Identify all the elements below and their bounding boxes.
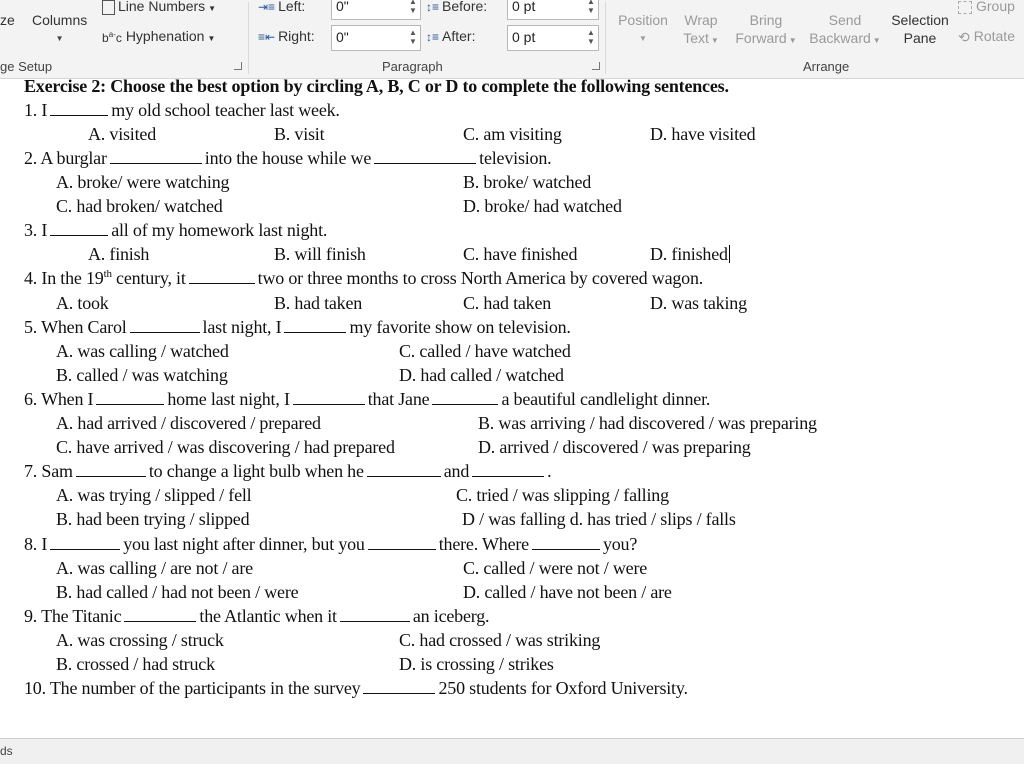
answer-blank — [76, 475, 146, 477]
indent-left-input[interactable]: 0" ▲ ▼ — [331, 0, 421, 20]
option-9d: D. is crossing / strikes — [399, 654, 554, 674]
group-icon — [958, 1, 972, 14]
option-7b: B. had been trying / slipped — [56, 509, 250, 529]
status-word-count[interactable]: ds — [0, 744, 13, 758]
wrap-text-button[interactable]: Wrap Text ▼ — [683, 12, 719, 46]
paragraph-launcher-icon[interactable] — [592, 62, 600, 70]
answer-blank — [130, 331, 200, 333]
question-8: 8. I you last night after dinner, but you there. Where you? — [24, 534, 638, 554]
hyphenation-label: Hyphenation — [125, 28, 205, 44]
option-5a: A. was calling / watched — [56, 341, 229, 361]
option-4c: C. had taken — [463, 293, 552, 313]
spinner-arrows-icon[interactable]: ▲ ▼ — [409, 0, 417, 15]
indent-right-icon: ≡⇤ — [258, 30, 276, 45]
option-6d: D. arrived / discovered / was preparing — [478, 437, 751, 457]
option-4b: B. had taken — [274, 293, 363, 313]
group-divider — [605, 2, 606, 74]
paragraph-group-label: Paragraph — [382, 59, 443, 74]
spinner-arrows-icon[interactable]: ▲ ▼ — [409, 28, 417, 46]
option-7d: D / was falling d. has tried / slips / falls — [462, 509, 736, 529]
option-6c: C. have arrived / was discovering / had prepared — [56, 437, 395, 457]
page-setup-group-label: ge Setup — [0, 59, 53, 74]
option-1d: D. have visited — [650, 124, 756, 144]
spacing-after-icon: ↕≡ — [426, 30, 440, 45]
size-label: ze — [0, 12, 15, 28]
line-numbers-icon — [102, 0, 115, 15]
answer-blank — [110, 162, 202, 164]
option-3b: B. will finish — [274, 244, 366, 264]
chevron-down-icon: ▼ — [788, 36, 797, 45]
document-page[interactable] — [0, 76, 1024, 737]
hyphenation-button[interactable] — [102, 28, 215, 45]
option-9c: C. had crossed / was striking — [399, 630, 601, 650]
answer-blank — [96, 403, 164, 405]
spacing-before-input[interactable]: 0 pt ▲ ▼ — [507, 0, 599, 20]
option-6a: A. had arrived / discovered / prepared — [56, 413, 321, 433]
indent-right-input[interactable]: 0" ▲ ▼ — [331, 25, 421, 51]
indent-left-label: ⇥≡ Left: — [258, 0, 306, 15]
answer-blank — [532, 548, 600, 550]
chevron-down-icon: ▼ — [710, 36, 719, 45]
columns-button[interactable] — [32, 12, 87, 43]
question-1: 1. I my old school teacher last week. — [24, 100, 340, 120]
line-numbers-button[interactable] — [102, 0, 216, 15]
option-2a: A. broke/ were watching — [56, 172, 230, 192]
answer-blank — [124, 620, 196, 622]
spinner-arrows-icon[interactable]: ▲ ▼ — [587, 28, 595, 46]
option-7c: C. tried / was slipping / falling — [456, 485, 669, 505]
spacing-before-icon: ↕≡ — [426, 0, 440, 15]
page-setup-launcher-icon[interactable] — [234, 62, 242, 70]
question-6: 6. When I home last night, I that Jane a beautiful candlelight dinner. — [24, 389, 711, 409]
chevron-down-icon: ▼ — [639, 34, 647, 43]
answer-blank — [368, 548, 436, 550]
text-cursor — [729, 245, 730, 263]
option-1c: C. am visiting — [463, 124, 562, 144]
option-5d: D. had called / watched — [399, 365, 564, 385]
question-2: 2. A burglar into the house while we television. — [24, 148, 552, 168]
spacing-after-input[interactable]: 0 pt ▲ ▼ — [507, 25, 599, 51]
chevron-down-icon: ▼ — [872, 36, 881, 45]
option-1b: B. visit — [274, 124, 325, 144]
option-6b: B. was arriving / had discovered / was preparing — [478, 413, 817, 433]
option-7a: A. was trying / slipped / fell — [56, 485, 252, 505]
question-9: 9. The Titanic the Atlantic when it an iceberg. — [24, 606, 490, 626]
chevron-down-icon: ▼ — [55, 34, 64, 43]
spinner-arrows-icon[interactable]: ▲ ▼ — [587, 0, 595, 15]
line-numbers-label: Line Numbers — [118, 0, 206, 14]
chevron-down-icon: ▼ — [208, 4, 217, 13]
group-divider — [248, 2, 249, 74]
position-button[interactable] — [614, 12, 672, 43]
answer-blank — [367, 475, 441, 477]
option-4a: A. took — [56, 293, 109, 313]
ribbon — [0, 0, 1024, 79]
question-3: 3. I all of my homework last night. — [24, 220, 328, 240]
hyphenation-icon: $b^{a-}c$ — [102, 29, 122, 45]
option-3a: A. finish — [88, 244, 150, 264]
answer-blank — [363, 692, 435, 694]
rotate-icon: ⟲ — [958, 28, 970, 45]
option-3c: C. have finished — [463, 244, 578, 264]
answer-blank — [189, 282, 255, 284]
answer-blank — [374, 162, 476, 164]
columns-label: Columns — [32, 12, 88, 28]
send-backward-button[interactable]: Send Backward ▼ — [809, 12, 881, 46]
option-5c: C. called / have watched — [399, 341, 571, 361]
exercise-title: Exercise 2: Choose the best option by circling A, B, C or D to complete the following sentences. — [24, 76, 729, 96]
status-bar — [0, 738, 1024, 764]
position-label: Position — [618, 12, 668, 28]
bring-forward-button[interactable]: Bring Forward ▼ — [735, 12, 797, 46]
option-4d: D. was taking — [650, 293, 747, 313]
option-3d: D. finished — [650, 244, 728, 264]
arrange-group-label: Arrange — [803, 59, 850, 74]
answer-blank — [50, 548, 120, 550]
indent-right-label: ≡⇤ Right: — [258, 28, 315, 45]
option-9a: A. was crossing / struck — [56, 630, 224, 650]
option-8c: C. called / were not / were — [463, 558, 648, 578]
option-2b: B. broke/ watched — [463, 172, 592, 192]
answer-blank — [432, 403, 498, 405]
spacing-after-label: ↕≡ After: — [426, 28, 476, 45]
option-2c: C. had broken/ watched — [56, 196, 223, 216]
option-1a: A. visited — [88, 124, 156, 144]
answer-blank — [284, 331, 346, 333]
spacing-before-label: ↕≡ Before: — [426, 0, 488, 15]
chevron-down-icon: ▼ — [207, 34, 216, 43]
group-button[interactable]: Group — [958, 0, 1015, 14]
option-8b: B. had called / had not been / were — [56, 582, 299, 602]
answer-blank — [472, 475, 544, 477]
option-2d: D. broke/ had watched — [463, 196, 622, 216]
answer-blank — [50, 234, 108, 236]
question-5: 5. When Carol last night, I my favorite show on television. — [24, 317, 571, 337]
option-8a: A. was calling / are not / are — [56, 558, 253, 578]
option-5b: B. called / was watching — [56, 365, 228, 385]
answer-blank — [293, 403, 365, 405]
question-10: 10. The number of the participants in the survey 250 students for Oxford University. — [24, 678, 688, 698]
question-4: 4. In the 19th century, it two or three months to cross North America by covered wagon. — [24, 268, 704, 288]
answer-blank — [50, 114, 108, 116]
option-8d: D. called / have not been / are — [463, 582, 672, 602]
rotate-button[interactable]: ⟲ Rotate — [958, 28, 1015, 45]
option-9b: B. crossed / had struck — [56, 654, 215, 674]
answer-blank — [340, 620, 410, 622]
indent-left-icon: ⇥≡ — [258, 0, 276, 15]
size-button[interactable] — [0, 12, 15, 28]
selection-pane-button[interactable]: Selection Pane — [891, 12, 949, 46]
question-7: 7. Sam to change a light bulb when he and . — [24, 461, 552, 481]
